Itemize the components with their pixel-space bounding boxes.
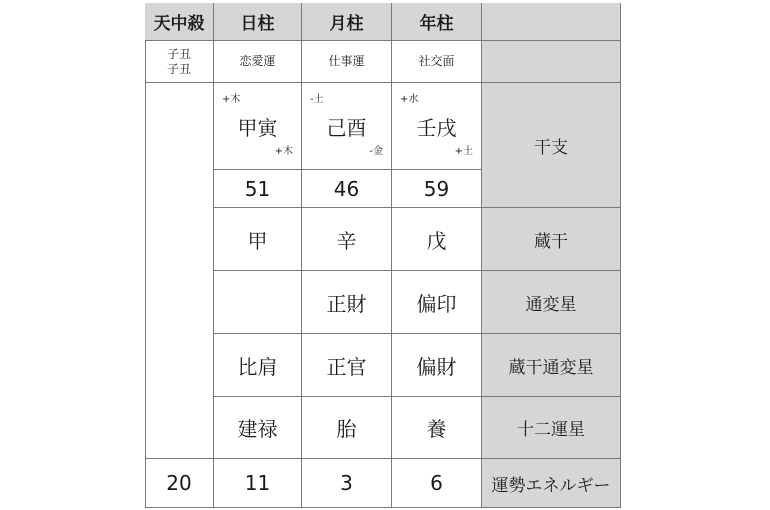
kanshi-month-chars: 己酉 — [326, 115, 367, 140]
kanshi-day-bottom-element: +木 — [274, 146, 293, 157]
juniun-year — [392, 397, 482, 459]
zokan-month — [302, 208, 392, 271]
theme-month — [302, 41, 392, 83]
energy-tenchusatsu — [145, 459, 214, 508]
juniun-month — [302, 397, 392, 459]
kanshi-number-month-text: 46 — [333, 176, 360, 201]
kanshi-month-bottom-element: -金 — [369, 146, 383, 157]
juniun-year-text: 養 — [426, 417, 447, 441]
kanshi-number-year-text: 59 — [423, 176, 450, 201]
label-energy — [482, 459, 621, 508]
kanshi-number-month — [302, 170, 392, 208]
kanshi-year — [392, 83, 482, 170]
tenchusatsu-line-2: 子丑 — [166, 61, 191, 76]
label-zokan — [482, 208, 621, 271]
zokan-year — [392, 208, 482, 271]
energy-month — [302, 459, 392, 508]
tsuhensei-day — [214, 271, 302, 334]
label-tsuhensei-text: 通変星 — [525, 294, 577, 315]
meishiki-chart — [145, 3, 621, 508]
header-label-blank — [482, 3, 621, 41]
kanshi-number-year — [392, 170, 482, 208]
header-day-text: 日柱 — [240, 14, 275, 34]
tenchusatsu-line-1: 子丑 — [166, 46, 191, 61]
theme-day-text: 恋愛運 — [239, 54, 276, 68]
zokan-tsuhensei-year-text: 偏財 — [416, 354, 457, 379]
kanshi-number-day-text: 51 — [244, 176, 271, 201]
tsuhensei-year-text: 偏印 — [416, 291, 457, 316]
kanshi-year-chars: 壬戌 — [416, 115, 457, 140]
tsuhensei-month — [302, 271, 392, 334]
theme-year-text: 社交面 — [418, 54, 455, 68]
header-year-text: 年柱 — [419, 14, 454, 34]
zokan-tsuhensei-month — [302, 334, 392, 397]
tenchusatsu-empty-column — [145, 83, 214, 459]
header-tenchusatsu — [145, 3, 214, 41]
label-kanshi-text: 干支 — [534, 137, 568, 158]
label-zokan-tsuhensei — [482, 334, 621, 397]
label-juniun-text: 十二運星 — [517, 420, 585, 440]
label-zokan-tsuhensei-text: 蔵干通変星 — [508, 357, 594, 378]
kanshi-day — [214, 83, 302, 170]
energy-year-text: 6 — [430, 471, 443, 495]
zokan-tsuhensei-year — [392, 334, 482, 397]
kanshi-year-top-element: +水 — [400, 94, 419, 105]
kanshi-day-top-element: +木 — [222, 94, 241, 105]
zokan-month-text: 辛 — [336, 228, 357, 253]
kanshi-number-day — [214, 170, 302, 208]
tsuhensei-month-text: 正財 — [326, 291, 367, 316]
energy-tenchusatsu-text: 20 — [166, 471, 192, 495]
zokan-tsuhensei-day — [214, 334, 302, 397]
theme-month-text: 仕事運 — [328, 54, 365, 68]
zokan-day-text: 甲 — [247, 228, 268, 253]
header-month-text: 月柱 — [329, 14, 364, 34]
kanshi-month — [302, 83, 392, 170]
energy-day-text: 11 — [244, 471, 271, 495]
tsuhensei-year — [392, 271, 482, 334]
juniun-day-text: 建禄 — [237, 417, 278, 441]
header-year-pillar — [392, 3, 482, 41]
kanshi-day-chars: 甲寅 — [237, 115, 278, 140]
label-kanshi — [482, 83, 621, 208]
theme-day — [214, 41, 302, 83]
energy-day — [214, 459, 302, 508]
juniun-day — [214, 397, 302, 459]
header-tenchusatsu-text: 天中殺 — [153, 14, 205, 34]
kanshi-month-top-element: -土 — [310, 94, 324, 105]
energy-month-text: 3 — [340, 471, 353, 495]
label-zokan-text: 蔵干 — [534, 231, 568, 252]
zokan-tsuhensei-month-text: 正官 — [326, 354, 367, 379]
label-energy-text: 運勢エネルギー — [491, 475, 611, 496]
zokan-tsuhensei-day-text: 比肩 — [237, 354, 278, 379]
theme-label-blank — [482, 41, 621, 83]
tenchusatsu-stack — [167, 47, 191, 77]
juniun-month-text: 胎 — [336, 417, 357, 441]
kanshi-year-bottom-element: +土 — [454, 146, 473, 157]
label-tsuhensei — [482, 271, 621, 334]
theme-year — [392, 41, 482, 83]
tenchusatsu-value — [145, 41, 214, 83]
zokan-day — [214, 208, 302, 271]
header-month-pillar — [302, 3, 392, 41]
energy-year — [392, 459, 482, 508]
header-day-pillar — [214, 3, 302, 41]
zokan-year-text: 戊 — [426, 228, 447, 253]
label-juniun — [482, 397, 621, 459]
